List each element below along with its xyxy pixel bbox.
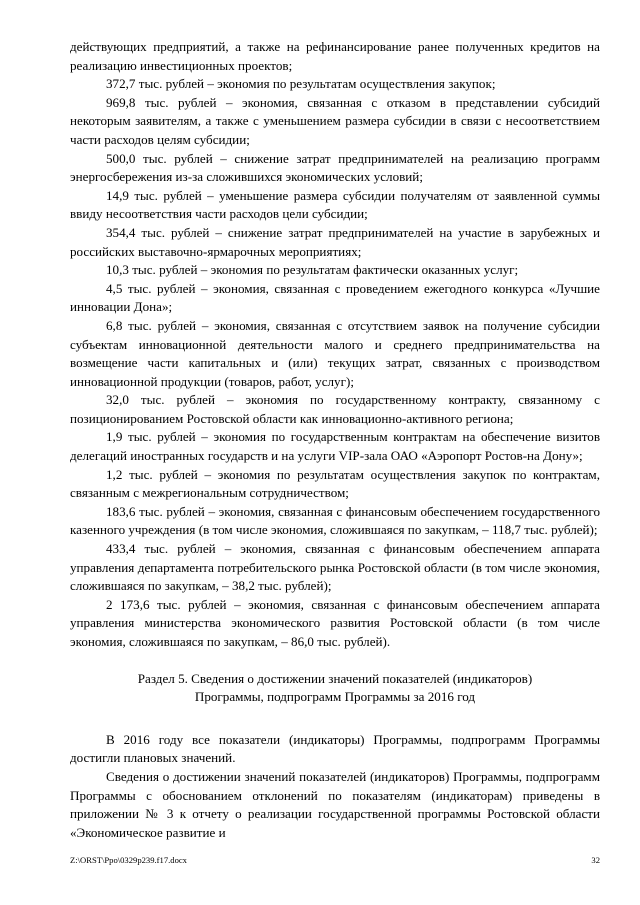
footer-file-path: Z:\ORST\Ppo\0329p239.f17.docx bbox=[70, 855, 187, 865]
footer-page-number: 32 bbox=[591, 855, 600, 865]
section-heading bbox=[70, 670, 600, 707]
section-heading-line-2: Программы, подпрограмм Программы за 2016 год bbox=[194, 689, 476, 705]
paragraph-savings-item: 10,3 тыс. рублей – экономия по результатам фактически оказанных услуг; bbox=[106, 262, 519, 278]
paragraph-savings-item: 2 173,6 тыс. рублей – экономия, связанная с финансовым обеспечением аппарата управления министерства экономического развития Ростовской области (в том числе экономия, сложившаяся по закупкам, – 86,0 тыс. рублей). bbox=[70, 596, 600, 649]
paragraph-savings-item: 6,8 тыс. рублей – экономия, связанная с отсутствием заявок на получение субсидии субъектам инновационной деятельности малого и среднего предпринимательства на возмещение части капитальных и (или) текущих затрат, связанных с производством инновационной продукции (товаров, работ, услуг); bbox=[70, 317, 600, 389]
document-body bbox=[70, 38, 600, 842]
paragraph-savings-item: 433,4 тыс. рублей – экономия, связанная с финансовым обеспечением аппарата управления департамента потребительского рынка Ростовской области (в том числе экономия, сложившаяся по закупкам, – 38,2 тыс. рублей); bbox=[70, 541, 600, 594]
paragraph-savings-item: 969,8 тыс. рублей – экономия, связанная с отказом в представлении субсидий некоторым заявителям, а также с уменьшением размера субсидии в связи с несоответствием части расходов целям субсидии; bbox=[70, 94, 600, 147]
paragraph-savings-item: 500,0 тыс. рублей – снижение затрат предпринимателей на реализацию программ энергосбережения из-за сложившихся экономических условий; bbox=[70, 150, 600, 185]
paragraph-savings-item: 1,9 тыс. рублей – экономия по государственным контрактам на обеспечение визитов делегаций иностранных государств и на услуги VIP-зала ОАО «Аэропорт Ростов-на Дону»; bbox=[70, 429, 600, 464]
paragraph-savings-item: 183,6 тыс. рублей – экономия, связанная с финансовым обеспечением государственного казенного учреждения (в том числе экономия, сложившаяся по закупкам, – 118,7 тыс. рублей); bbox=[70, 503, 600, 538]
paragraph-indicators-achieved: В 2016 году все показатели (индикаторы) Программы, подпрограмм Программы достигли плановых значений. bbox=[70, 731, 600, 766]
paragraph-savings-item: 354,4 тыс. рублей – снижение затрат предпринимателей на участие в зарубежных и российских выставочно-ярмарочных мероприятиях; bbox=[70, 224, 600, 259]
paragraph-savings-item: 372,7 тыс. рублей – экономия по результатам осуществления закупок; bbox=[106, 76, 496, 92]
paragraph-savings-item: 14,9 тыс. рублей – уменьшение размера субсидии получателям от заявленной суммы ввиду несоответствия части расходов цели субсидии; bbox=[70, 187, 600, 222]
paragraph-savings-item: 4,5 тыс. рублей – экономия, связанная с проведением ежегодного конкурса «Лучшие инновации Дона»; bbox=[70, 280, 600, 315]
paragraph-indicators-info: Сведения о достижении значений показателей (индикаторов) Программы, подпрограмм Программы с обоснованием отклонений по показателям (индикаторам) приведены в приложении № 3 к отчету о реализации государственной программы Ростовской области «Экономическое развитие и bbox=[70, 768, 600, 840]
paragraph-continuation: действующих предприятий, а также на рефинансирование ранее полученных кредитов на реализацию инвестиционных проектов; bbox=[70, 39, 600, 73]
paragraph-savings-item: 1,2 тыс. рублей – экономия по результатам осуществления закупок по контрактам, связанным с межрегиональным сотрудничеством; bbox=[70, 466, 600, 501]
section-heading-line-1: Раздел 5. Сведения о достижении значений показателей (индикаторов) bbox=[137, 670, 533, 686]
paragraph-savings-item: 32,0 тыс. рублей – экономия по государственному контракту, связанному с позиционированием Ростовской области как инновационно-активного региона; bbox=[70, 392, 600, 426]
